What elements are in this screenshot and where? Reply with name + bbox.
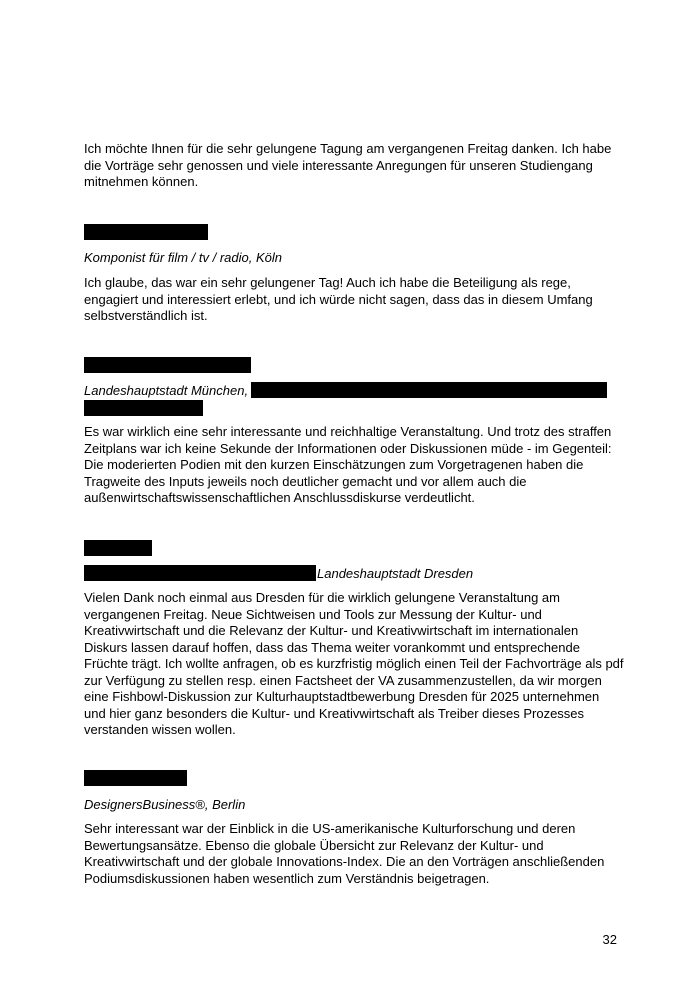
testimonial-text-1: Ich glaube, das war ein sehr gelungener Tag! Auch ich habe die Beteiligung als rege, engagiert und interessiert erlebt, und ich würde nicht sagen, dass das in diesem Umfang selbstverständlich ist. [84, 275, 593, 323]
affiliation-2: Landeshauptstadt München, [84, 383, 249, 398]
page-number: 32 [602, 932, 617, 947]
intro-paragraph: Ich möchte Ihnen für die sehr gelungene Tagung am vergangenen Freitag danken. Ich habe die Vorträge sehr genossen und viele interessante Anregungen für unseren Studiengang mitnehmen können. [84, 141, 612, 189]
testimonial-text-3: Vielen Dank noch einmal aus Dresden für die wirklich gelungene Veranstaltung am vergangenen Freitag. Neue Sichtweisen und Tools zur Messung der Kultur- und Kreativwirtschaft und die Relevanz der Kultur- und Kreativwirtschaft im internationalen Diskurs lassen darauf hoffen, dass das Thema weiter vorankommt und entsprechende Früchte trägt. Ich wollte anfragen, ob es kurzfristig möglich einen Teil der Fachvorträge als pdf zur Verfügung zu stellen resp. einen Factsheet der VA zusammenzustellen, da wir morgen eine Fishbowl-Diskussion zur Kulturhauptstadtbewerbung Dresden für 2025 unternehmen und hier ganz besonders die Kultur- und Kreativwirtschaft als Treiber dieses Prozesses verstanden wissen wollen. [84, 590, 624, 737]
redacted-affiliation-2b [84, 400, 203, 416]
redacted-name-4 [84, 770, 187, 786]
affiliation-3: Landeshauptstadt Dresden [317, 566, 474, 581]
redacted-name-1 [84, 224, 208, 240]
testimonial-text-2: Es war wirklich eine sehr interessante und reichhaltige Veranstaltung. Und trotz des straffen Zeitplans war ich keine Sekunde der Informationen oder Diskussionen müde - im Gegenteil: Die moderierten Podien mit den kurzen Einschätzungen zum Vorgetragenen haben die Tragweite des Inputs jeweils noch deutlicher gemacht und vor allem auch die außenwirtschaftswissenschaftlichen Anschlussdiskurse verdeutlicht. [84, 424, 612, 505]
redacted-affiliation-3 [84, 565, 316, 581]
testimonial-text-4: Sehr interessant war der Einblick in die US-amerikanische Kulturforschung und deren Bewertungsansätze. Ebenso die globale Übersicht zur Relevanz der Kultur- und Kreativwirtschaft und der globale Innovations-Index. Die an den Vorträgen anschließenden Podiumsdiskussionen haben wesentlich zum Verständnis beigetragen. [84, 821, 605, 886]
affiliation-4: DesignersBusiness®, Berlin [84, 797, 246, 812]
redacted-affiliation-2a [251, 382, 607, 398]
redacted-name-3 [84, 540, 152, 556]
redacted-name-2 [84, 357, 251, 373]
affiliation-1: Komponist für film / tv / radio, Köln [84, 250, 282, 265]
